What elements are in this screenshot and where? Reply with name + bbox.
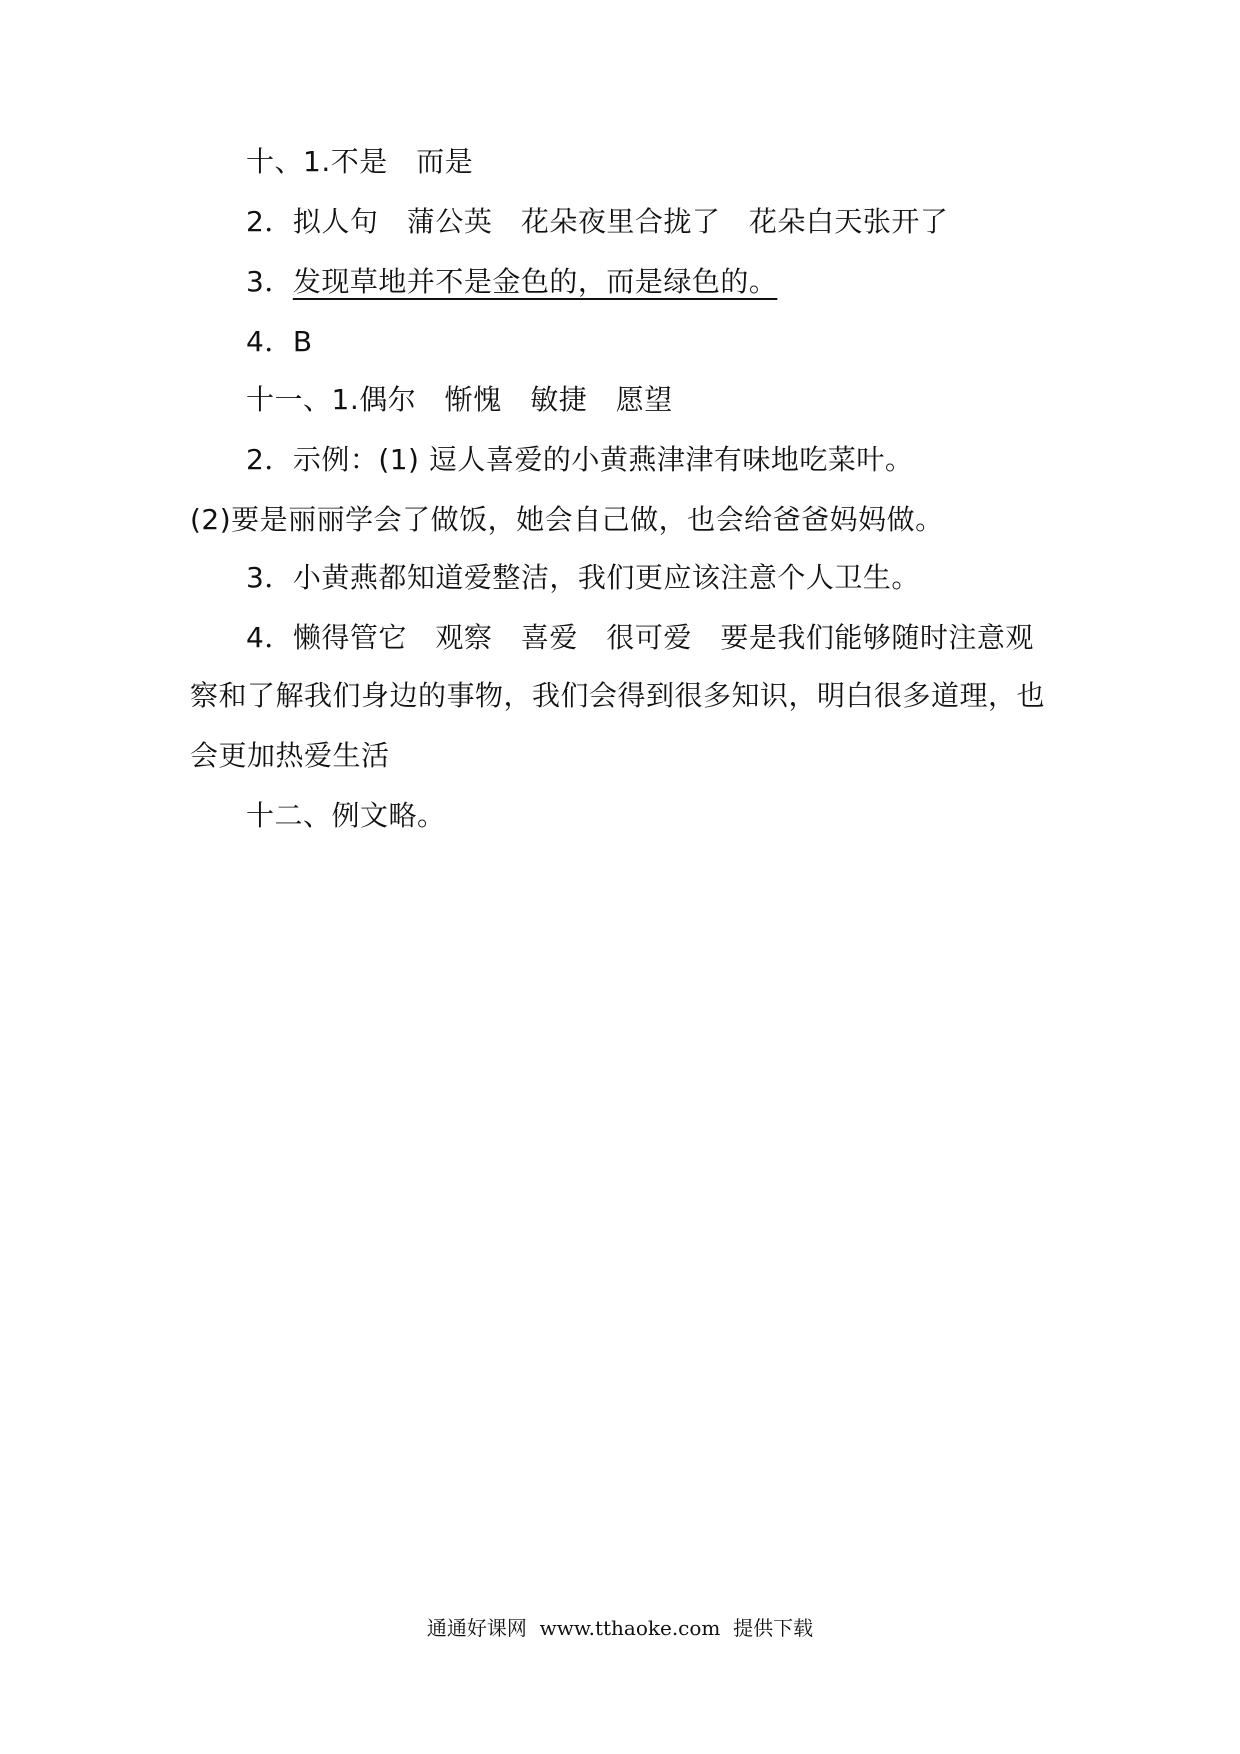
answer-11-3: 3．小黄燕都知道爱整洁，我们更应该注意个人卫生。 <box>246 561 920 594</box>
answer-11-2b: (2)要是丽丽学会了做饭，她会自己做，也会给爸爸妈妈做。 <box>190 503 944 536</box>
answer-11-4-line2: 察和了解我们身边的事物，我们会得到很多知识，明白很多道理，也 <box>190 679 1046 712</box>
answer-11-2a: 2．示例：(1) 逗人喜爱的小黄燕津津有味地吃菜叶。 <box>246 443 914 476</box>
answer-10-1: 十、1.不是 而是 <box>246 145 474 178</box>
answer-11-1: 十一、1.偶尔 惭愧 敏捷 愿望 <box>246 383 673 416</box>
answer-10-3 <box>246 262 777 302</box>
answer-10-3-number: 3． <box>246 265 293 298</box>
answer-11-4-line1: 4．懒得管它 观察 喜爱 很可爱 要是我们能够随时注意观 <box>246 621 1034 654</box>
answer-10-3-underlined-text: 发现草地并不是金色的，而是绿色的。 <box>292 265 778 298</box>
answer-10-2: 2．拟人句 蒲公英 花朵夜里合拢了 花朵白天张开了 <box>246 205 949 238</box>
page-footer: 通通好课网 www.tthaoke.com 提供下载 <box>426 1616 814 1640</box>
answer-11-4-line3: 会更加热爱生活 <box>190 739 390 772</box>
answer-12: 十二、例文略。 <box>246 799 446 832</box>
answer-10-4: 4．B <box>246 325 313 358</box>
